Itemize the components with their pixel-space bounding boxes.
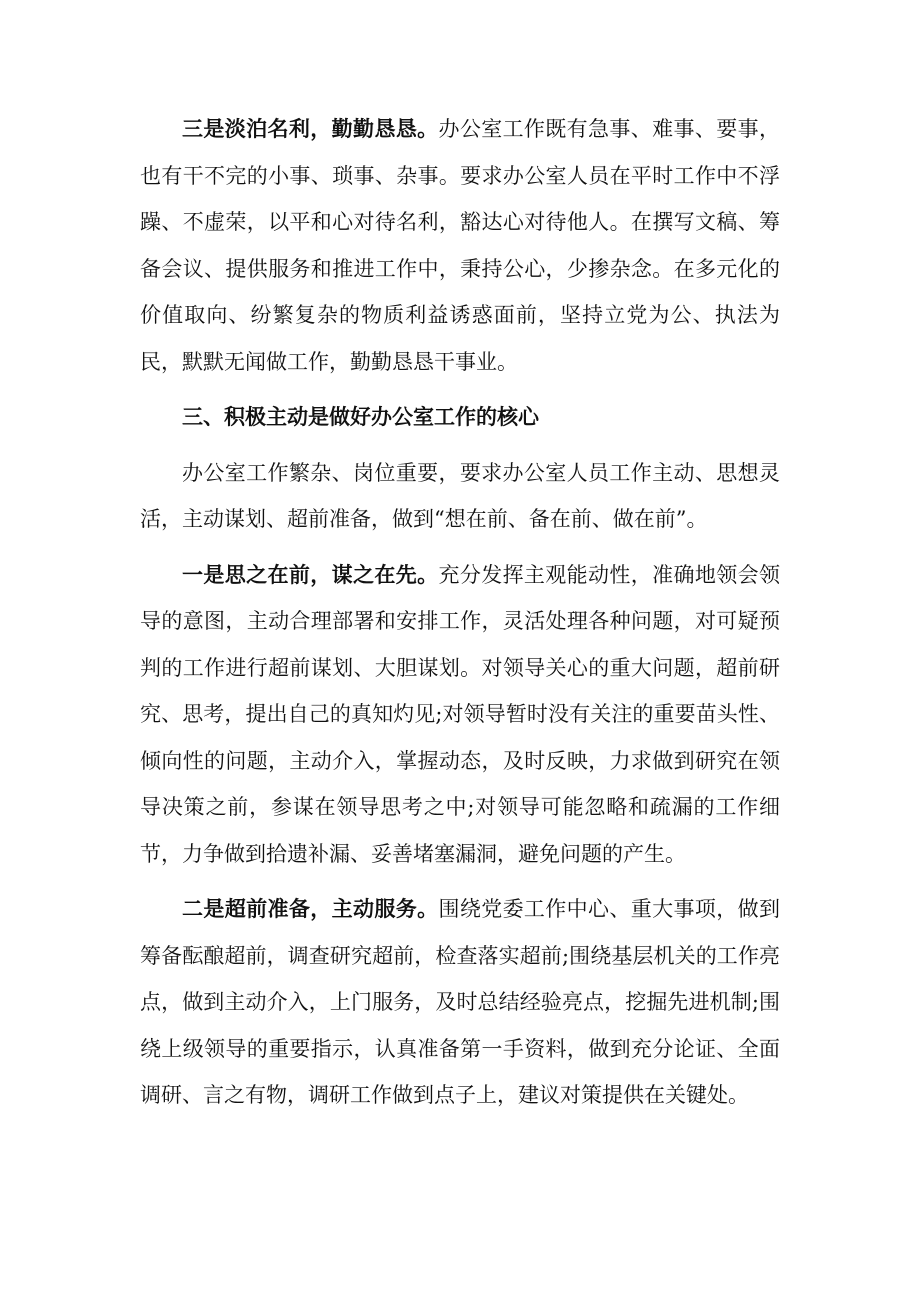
paragraph-lead: 三是淡泊名利，勤勤恳恳。 xyxy=(182,116,439,141)
paragraph-text: 办公室工作既有急事、难事、要事，也有干不完的小事、琐事、杂事。要求办公室人员在平时工作中不浮躁、不虚荣，以平和心对待名利，豁达心对待他人。在撰写文稿、筹备会议、提供服务和推进工作中，秉持公心，少掺杂念。在多元化的价值取向、纷繁复杂的物质利益诱惑面前，坚持立党为公、执法为民，默默无闻做工作，勤勤恳恳干事业。 xyxy=(140,117,781,374)
paragraph-prepare-ahead xyxy=(140,886,780,1119)
paragraph-section-intro xyxy=(140,450,780,543)
paragraph-lead: 一是思之在前，谋之在先。 xyxy=(182,561,439,587)
paragraph-lead: 二是超前准备，主动服务。 xyxy=(182,896,439,921)
section-heading: 三、积极主动是做好办公室工作的核心 xyxy=(182,404,539,429)
document-body xyxy=(140,106,780,1128)
paragraph-think-ahead xyxy=(140,552,780,878)
paragraph-text: 办公室工作繁杂、岗位重要，要求办公室人员工作主动、思想灵活，主动谋划、超前准备，做到“想在前、备在前、做在前”。 xyxy=(140,460,780,531)
paragraph-text: 围绕党委工作中心、重大事项，做到筹备酝酿超前，调查研究超前，检查落实超前;围绕基层机关的工作亮点，做到主动介入，上门服务，及时总结经验亮点，挖掘先进机制;围绕上级领导的重要指示，认真准备第一手资料，做到充分论证、全面调研、言之有物，调研工作做到点子上，建议对策提供在关键处。 xyxy=(140,897,781,1107)
paragraph-detached-from-fame xyxy=(140,106,780,385)
paragraph-text: 充分发挥主观能动性，准确地领会领导的意图，主动合理部署和安排工作，灵活处理各种问题，对可疑预判的工作进行超前谋划、大胆谋划。对领导关心的重大问题，超前研究、思考，提出自己的真知灼见;对领导暂时没有关注的重要苗头性、倾向性的问题，主动介入，掌握动态，及时反映，力求做到研究在领导决策之前，参谋在领导思考之中;对领导可能忽略和疏漏的工作细节，力争做到拾遗补漏、妥善堵塞漏洞，避免问题的产生。 xyxy=(140,562,781,866)
